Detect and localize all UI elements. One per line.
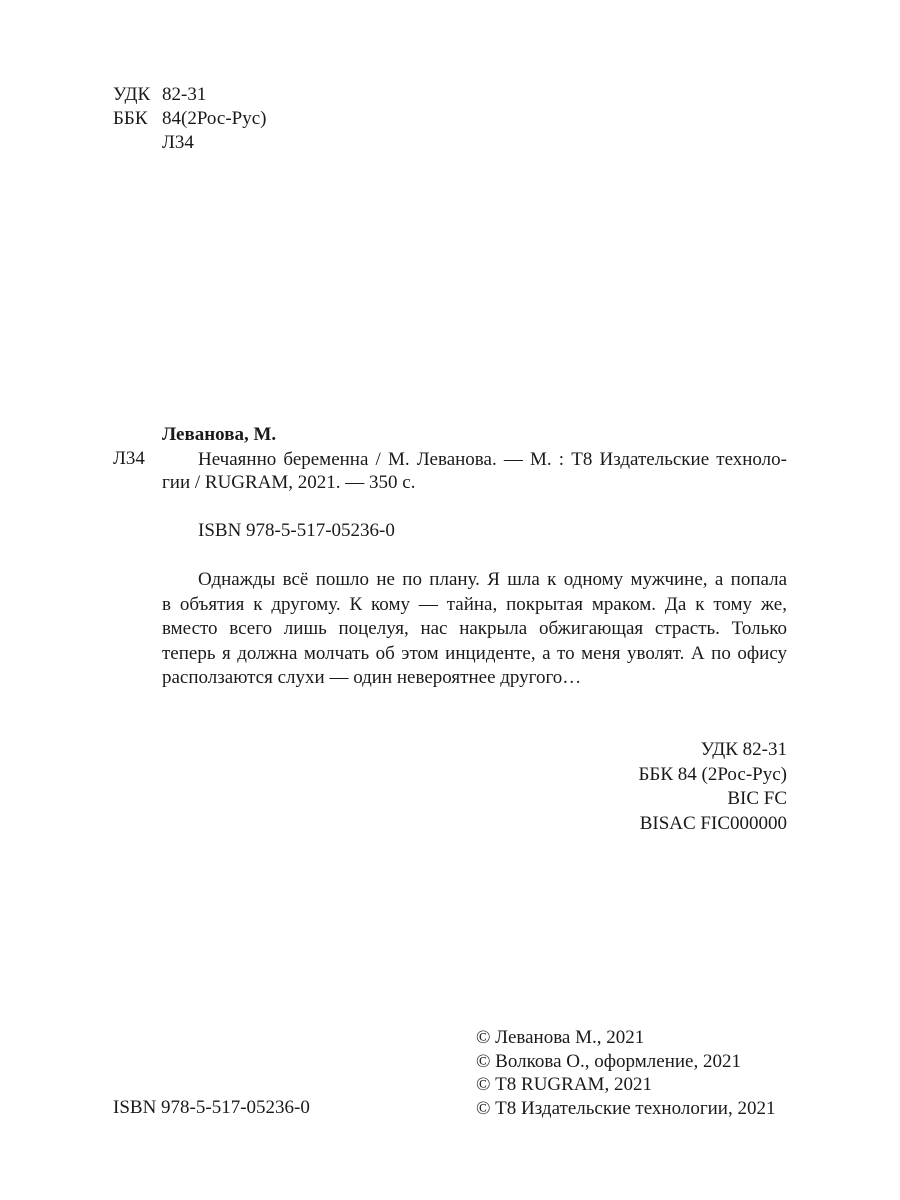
classification-udk: УДК 82-31 [700,739,787,760]
bbk-label: ББК [113,108,148,129]
bbk-value: 84(2Рос-Рус) [162,108,267,129]
annotation-line: расползаются слухи — один невероятнее другого… [162,667,582,688]
udk-label: УДК [113,84,151,105]
classification-bbk: ББК 84 (2Рос-Рус) [638,763,787,785]
bibliography-mark: Л34 [113,448,145,469]
bibliography-isbn: ISBN 978-5-517-05236-0 [198,520,395,541]
annotation-paragraph [162,568,787,691]
description-line: Нечаянно беременна / М. Леванова. — М. : Т8 Издательские техноло- [198,449,787,470]
description-line: гии / RUGRAM, 2021. — 350 с. [162,472,416,493]
copyright-line: © Волкова О., оформление, 2021 [476,1050,741,1072]
annotation-line: Однажды всё пошло не по плану. Я шла к одному мужчине, а попала [198,569,787,590]
classification-bisac: BISAC FIC000000 [639,812,787,834]
copyright-line: © Т8 RUGRAM, 2021 [476,1074,652,1095]
bibliography-description [198,448,787,473]
author-mark: Л34 [162,132,194,153]
copyright-block [476,1026,775,1120]
annotation-line: вместо всего лишь поцелуя, нас накрыла обжигающая страсть. Только [162,618,787,639]
annotation-line: теперь я должна молчать об этом инциденте, а то меня уволят. А по офису [162,642,787,664]
copyright-line: © Леванова М., 2021 [476,1027,645,1048]
classification-block [639,738,787,836]
udk-value: 82-31 [162,84,207,105]
author-name: Леванова, М. [162,424,277,445]
annotation-line: в объятия к другому. К кому — тайна, покрытая мраком. Да к тому же, [162,593,787,615]
footer-isbn: ISBN 978-5-517-05236-0 [113,1097,310,1118]
classification-bic: BIC FC [727,788,787,809]
copyright-line: © Т8 Издательские технологии, 2021 [476,1097,776,1119]
